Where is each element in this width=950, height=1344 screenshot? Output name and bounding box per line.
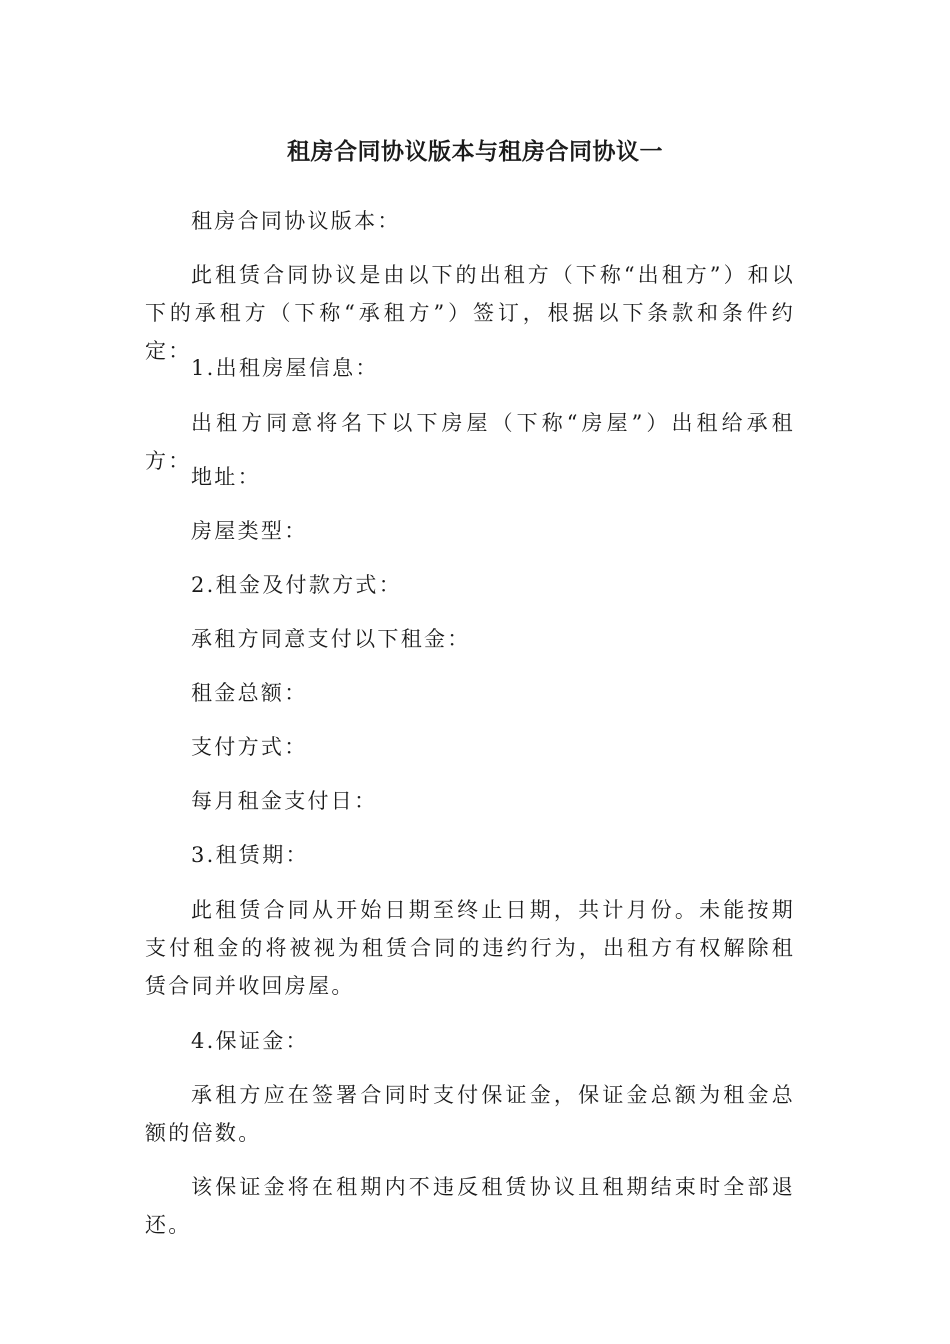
paragraph-deposit-refund: 该保证金将在租期内不违反租赁协议且租期结束时全部退还。 <box>145 1175 795 1237</box>
paragraph-term: 此租赁合同从开始日期至终止日期，共计月份。未能按期支付租金的将被视为租赁合同的违约行为，出租方有权解除租赁合同并收回房屋。 <box>145 898 795 998</box>
paragraph-parties: 此租赁合同协议是由以下的出租方（下称“出租方”）和以下的承租方（下称“承租方”）签订，根据以下条款和条件约定： <box>145 263 795 363</box>
paragraph-intro: 租房合同协议版本： <box>191 209 401 233</box>
field-address: 地址： <box>191 465 261 489</box>
paragraph-property: 出租方同意将名下以下房屋（下称“房屋”）出租给承租方： <box>145 411 795 473</box>
section-heading-4: 4.保证金： <box>191 1029 309 1053</box>
field-rent-total: 租金总额： <box>191 681 308 705</box>
section-heading-1: 1.出租房屋信息： <box>191 356 379 380</box>
paragraph-rent-agree: 承租方同意支付以下租金： <box>191 627 471 651</box>
section-heading-2: 2.租金及付款方式： <box>191 573 403 597</box>
document-title: 租房合同协议版本与租房合同协议一 <box>287 139 663 165</box>
paragraph-deposit: 承租方应在签署合同时支付保证金，保证金总额为租金总额的倍数。 <box>145 1083 795 1145</box>
field-payment-method: 支付方式： <box>191 735 308 759</box>
field-payment-day: 每月租金支付日： <box>191 789 378 813</box>
field-property-type: 房屋类型： <box>191 519 308 543</box>
section-heading-3: 3.租赁期： <box>191 843 309 867</box>
